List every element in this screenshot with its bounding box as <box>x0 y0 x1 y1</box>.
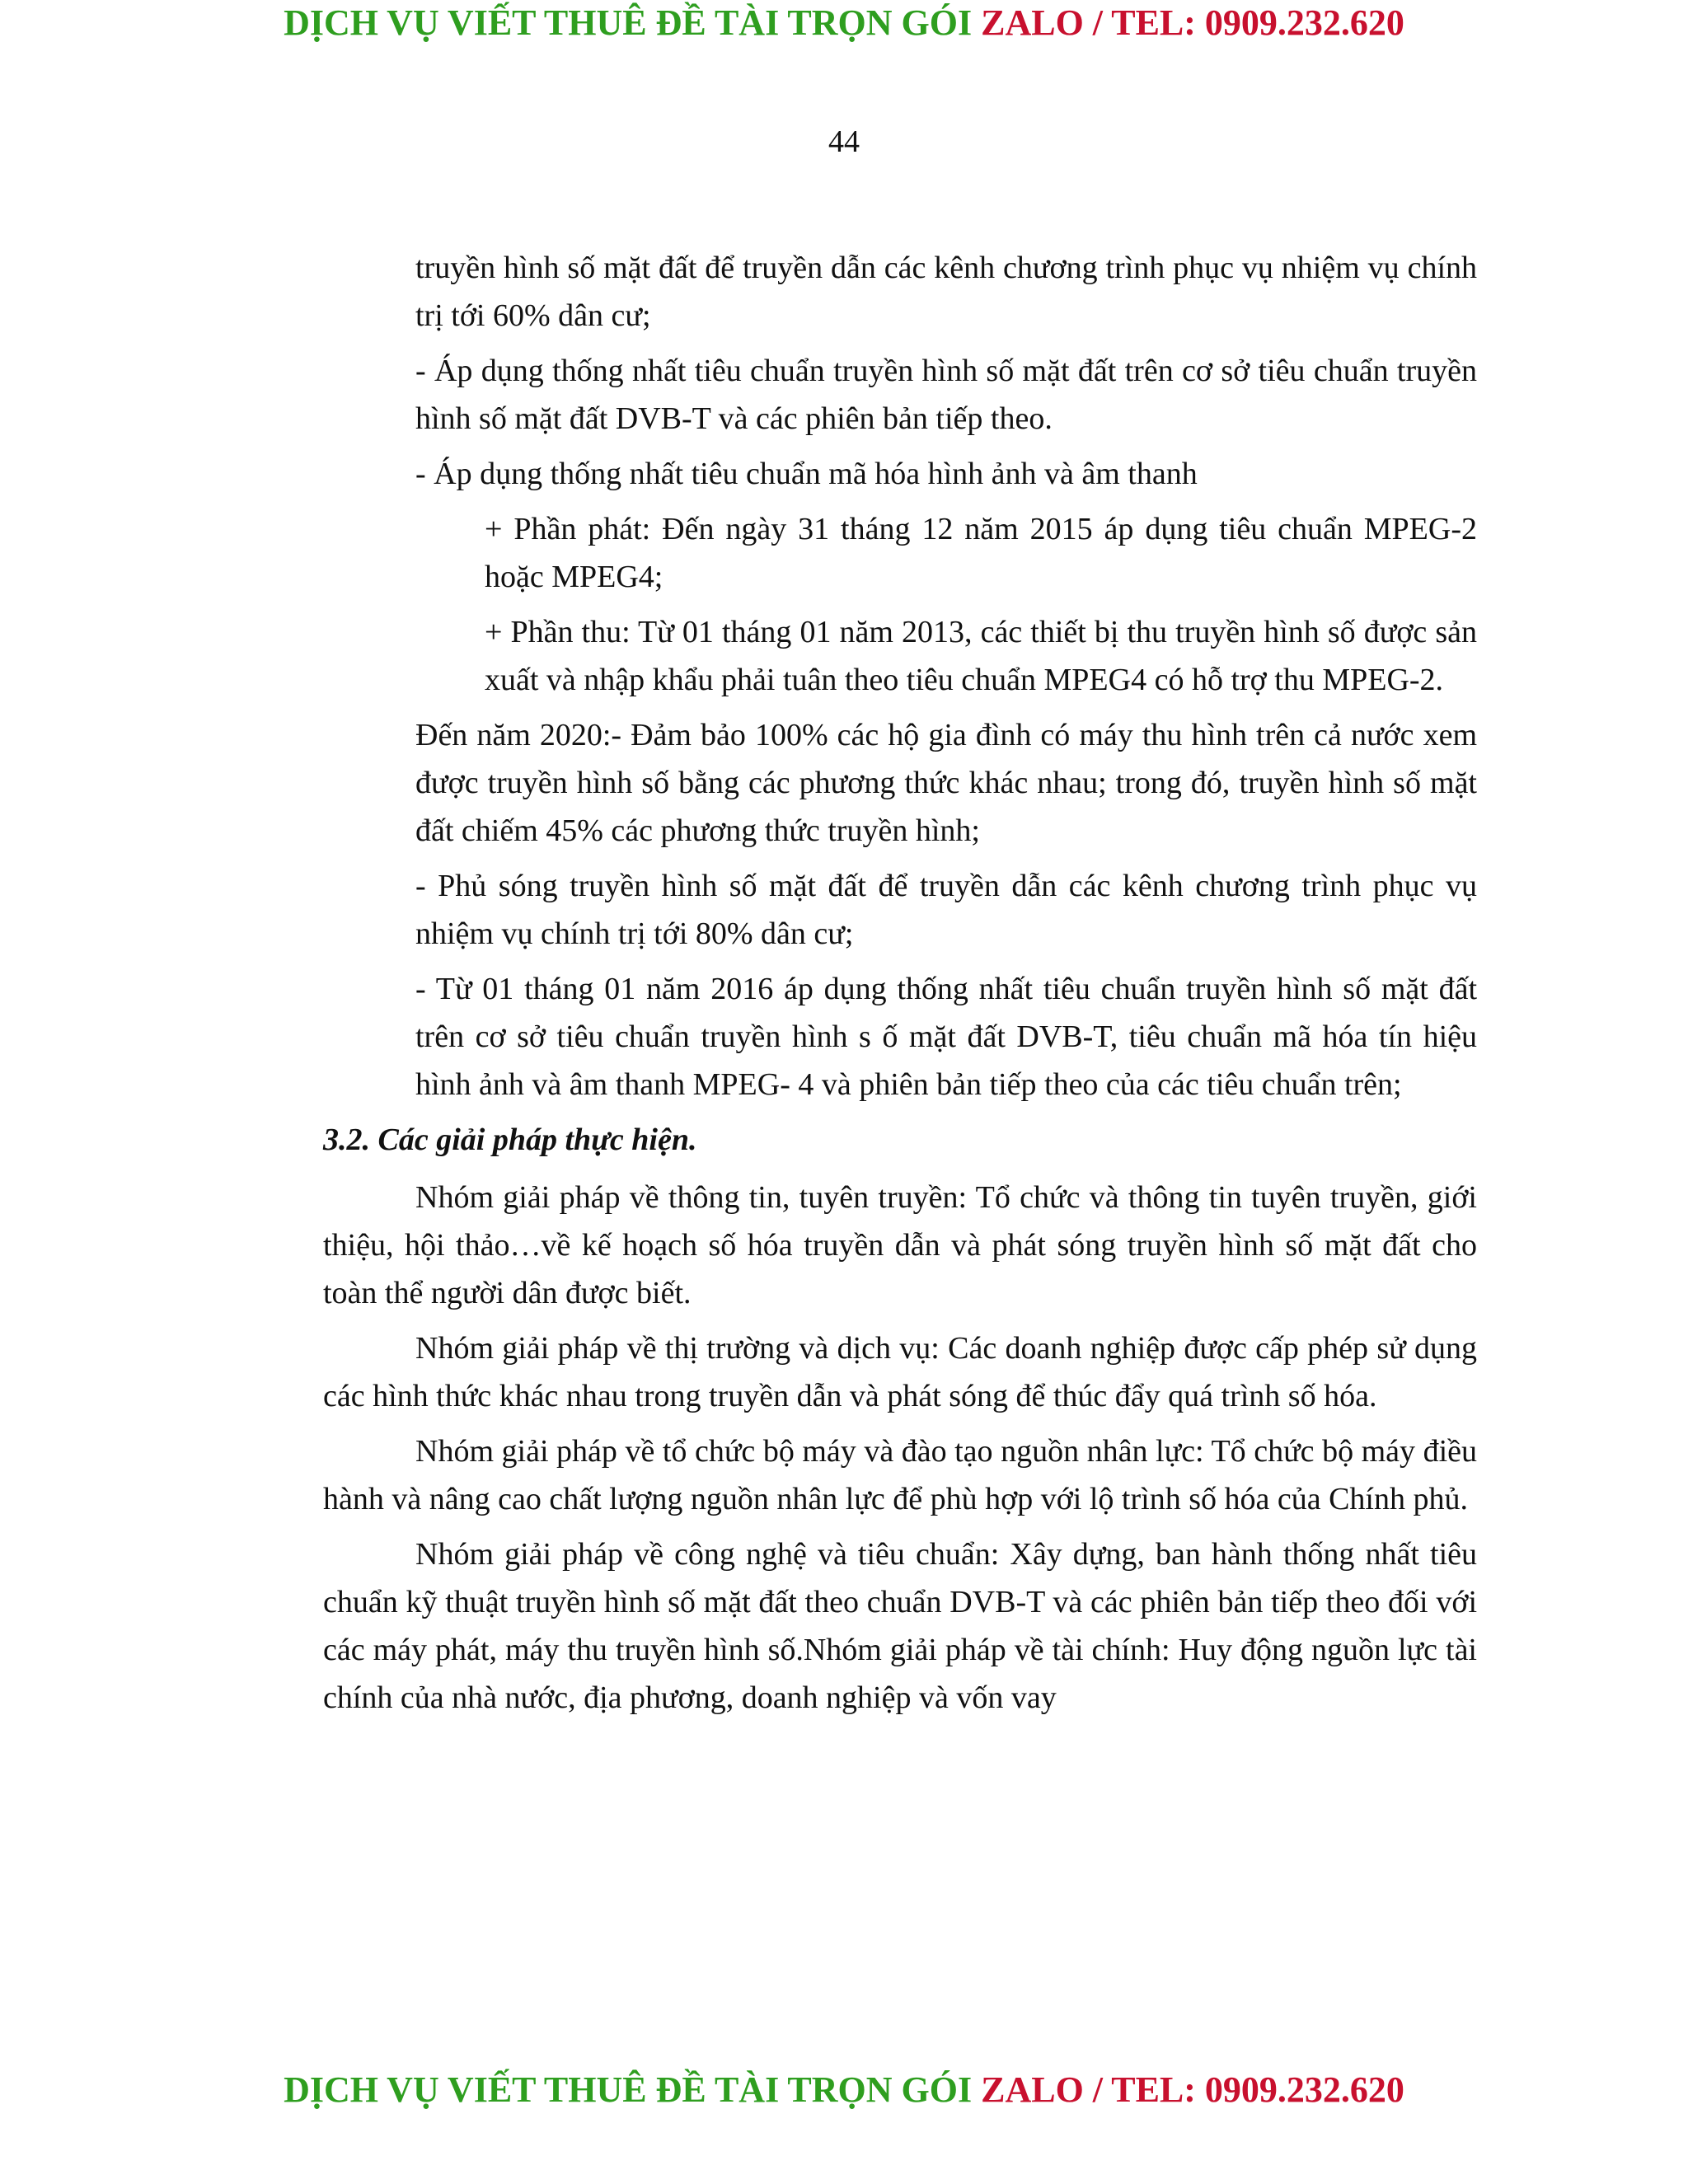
header-banner <box>0 0 1688 46</box>
body-paragraph: Nhóm giải pháp về công nghệ và tiêu chuẩn: Xây dựng, ban hành thống nhất tiêu chuẩn kỹ thuật truyền hình số mặt đất theo chuẩn DVB-T và các phiên bản tiếp theo đối với các máy phát, máy thu truyền hình số.Nhóm giải pháp về tài chính: Huy động nguồn lực tài chính của nhà nước, địa phương, doanh nghiệp và vốn vay <box>323 1537 1477 1715</box>
page-number: 44 <box>828 124 860 159</box>
banner-service-text: DỊCH VỤ VIẾT THUÊ ĐỀ TÀI TRỌN GÓI <box>284 2 973 43</box>
document-body <box>323 244 1477 1729</box>
body-paragraph: Nhóm giải pháp về thông tin, tuyên truyền: Tổ chức và thông tin tuyên truyền, giới thiệu, hội thảo…về kế hoạch số hóa truyền dẫn và phát sóng truyền hình số mặt đất cho toàn thể người dân được biết. <box>323 1180 1477 1310</box>
banner-contact-text: ZALO / TEL: 0909.232.620 <box>981 2069 1404 2110</box>
bullet-item: - Áp dụng thống nhất tiêu chuẩn mã hóa hình ảnh và âm thanh <box>415 457 1198 491</box>
paragraph: truyền hình số mặt đất để truyền dẫn các kênh chương trình phục vụ nhiệm vụ chính trị tới 60% dân cư; <box>415 251 1477 333</box>
section-heading: 3.2. Các giải pháp thực hiện. <box>323 1122 697 1157</box>
paragraph: Đến năm 2020:- Đảm bảo 100% các hộ gia đình có máy thu hình trên cả nước xem được truyền hình số bằng các phương thức khác nhau; trong đó, truyền hình số mặt đất chiếm 45% các phương thức truyền hình; <box>415 718 1477 848</box>
footer-banner <box>0 2067 1688 2113</box>
bullet-item: - Phủ sóng truyền hình số mặt đất để truyền dẫn các kênh chương trình phục vụ nhiệm vụ chính trị tới 80% dân cư; <box>415 869 1477 951</box>
sub-bullet-item: + Phần phát: Đến ngày 31 tháng 12 năm 2015 áp dụng tiêu chuẩn MPEG-2 hoặc MPEG4; <box>485 512 1477 594</box>
banner-service-text: DỊCH VỤ VIẾT THUÊ ĐỀ TÀI TRỌN GÓI <box>284 2069 973 2110</box>
banner-contact-text: ZALO / TEL: 0909.232.620 <box>981 2 1404 43</box>
body-paragraph: Nhóm giải pháp về thị trường và dịch vụ: Các doanh nghiệp được cấp phép sử dụng các hình thức khác nhau trong truyền dẫn và phát sóng để thúc đẩy quá trình số hóa. <box>323 1331 1477 1413</box>
sub-bullet-item: + Phần thu: Từ 01 tháng 01 năm 2013, các thiết bị thu truyền hình số được sản xuất và nhập khẩu phải tuân theo tiêu chuẩn MPEG4 có hỗ trợ thu MPEG-2. <box>485 615 1477 697</box>
bullet-item: - Từ 01 tháng 01 năm 2016 áp dụng thống nhất tiêu chuẩn truyền hình số mặt đất trên cơ sở tiêu chuẩn truyền hình s ố mặt đất DVB-T, tiêu chuẩn mã hóa tín hiệu hình ảnh và âm thanh MPEG- 4 và phiên bản tiếp theo của các tiêu chuẩn trên; <box>415 972 1477 1102</box>
bullet-item: - Áp dụng thống nhất tiêu chuẩn truyền hình số mặt đất trên cơ sở tiêu chuẩn truyền hình số mặt đất DVB-T và các phiên bản tiếp theo. <box>415 354 1477 436</box>
body-paragraph: Nhóm giải pháp về tổ chức bộ máy và đào tạo nguồn nhân lực: Tổ chức bộ máy điều hành và nâng cao chất lượng nguồn nhân lực để phù hợp với lộ trình số hóa của Chính phủ. <box>323 1434 1477 1516</box>
